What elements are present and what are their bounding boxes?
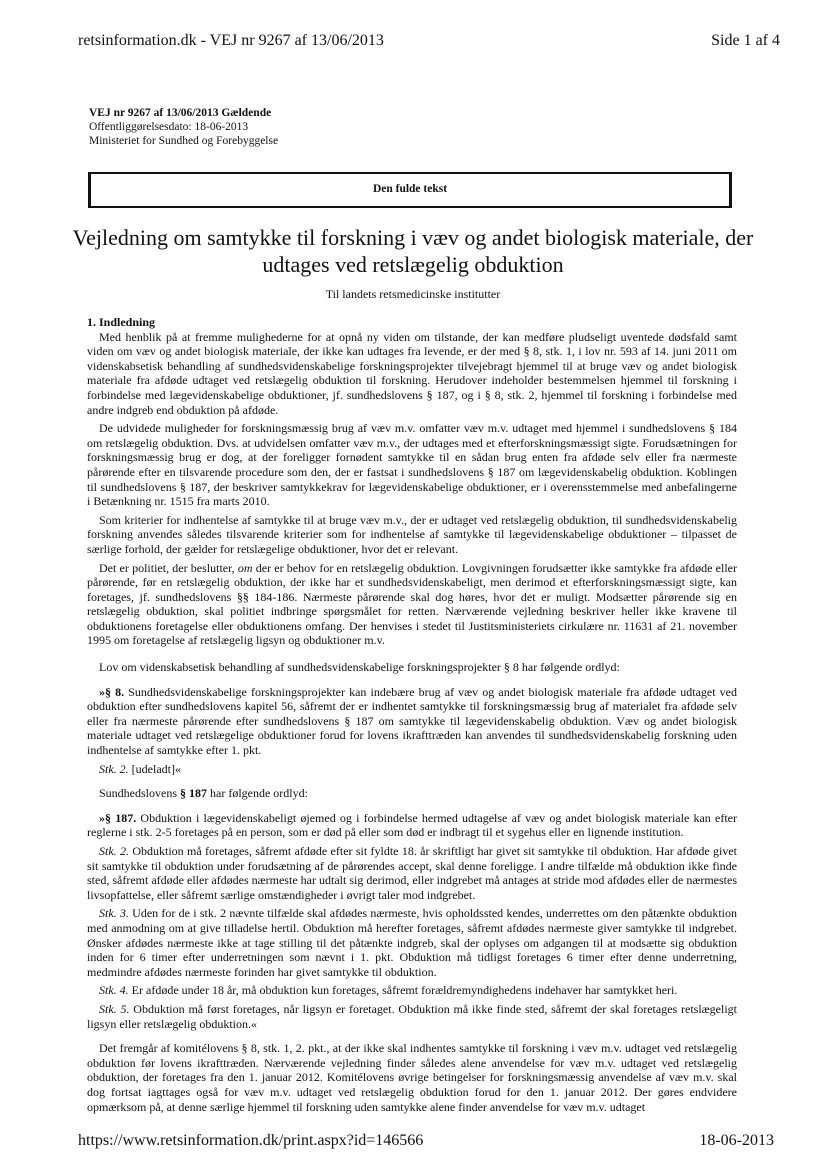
stk-label: Stk. 5. bbox=[99, 1001, 130, 1016]
text-run: Obduktion må foretages, såfremt afdøde efter sit fyldte 18. år skriftligt har givet sit samtykke til obduktion. Har afdøde givet sit samtykke til obduktion under forudsætning af de pårørendes accept, skal denne foreligge. I andre tilfælde må obduktion ikke finde sted, såfremt afdøde eller afdødes nærmeste har udtalt sig derimod, eller indgrebet må antages at stride mod afdødes eller de nærmestes livsopfattelse, eller såfremt særlige omstændigheder i øvrigt taler mod indgrebet. bbox=[87, 844, 737, 902]
law-paragraph bbox=[87, 844, 737, 902]
document-id: VEJ nr 9267 af 13/06/2013 Gældende bbox=[89, 107, 272, 119]
law-paragraph bbox=[87, 762, 737, 777]
text-run: Uden for de i stk. 2 nævnte tilfælde skal afdødes nærmeste, hvis opholdssted kendes, underrettes om den påtænkte obduktion med anmodning om at give tilladelse hertil. Obduktion må herefter foretages, såfremt afdødes nærmeste giver samtykke til indgrebet. Ønsker afdødes nærmeste ikke at tage stilling til det påtænkte indgreb, skal der oplyses om adgangen til at modsætte sig obduktion inden for 6 timer efter underretningen som nævnt i 1. pkt. Obduktion må tidligst foretages 6 timer efter denne underretning, medmindre afdødes nærmeste forinden har givet samtykke til obduktion. bbox=[87, 906, 737, 979]
law-paragraph bbox=[87, 811, 737, 840]
text-run: [udeladt]« bbox=[128, 761, 181, 776]
section-mark: »§ 187. bbox=[99, 810, 137, 825]
document-body bbox=[87, 315, 737, 1118]
paragraph bbox=[87, 561, 737, 649]
publication-date: Offentliggørelsesdato: 18-06-2013 bbox=[89, 121, 249, 133]
document-meta bbox=[89, 106, 278, 148]
paragraph: Med henblik på at fremme mulighederne for at opnå ny viden om tilstande, der kan medføre pludseligt uventede dødsfald samt viden om væv og andet biologisk materiale, der ikke kan udtages fra levende, er der med § 8, stk. 1, i lov nr. 593 af 14. juni 2011 om videnskabsetisk behandling af sundhedsvidenskabelige forskningsprojekter tilvejebragt hjemmel til at bruge væv og andet biologisk materiale fra afdøde udtaget ved retslægelig obduktion til forskning. Herudover indeholder bestemmelsen hjemmel til forskning i forbindelse med lægevidenskabelige obduktioner, jf. sundhedslovens § 187, og i § 8, stk. 2, hjemmel til forskning i forbindelse med andre indgreb end obduktion på afdøde. bbox=[87, 329, 737, 417]
text-run: har følgende ordlyd: bbox=[207, 786, 308, 801]
footer-date: 18-06-2013 bbox=[699, 1132, 774, 1149]
text-run: Det er politiet, der beslutter, bbox=[99, 560, 238, 575]
page-footer bbox=[78, 1132, 774, 1150]
law-paragraph bbox=[87, 983, 737, 998]
text-run: der er behov for en retslægelig obduktion. Lovgivningen forudsætter ikke samtykke fra afdøde eller pårørende, før en retslægelig obduktion, der ikke har et sundhedsvidenskabeligt, men derimod et efterforskningsmæssigt sigte, kan foretages, jf. sundhedslovens §§ 184-186. Nærmeste pårørende skal dog høres, hvor det er muligt. Modsætter pårørende sig en retslægelig obduktion, skal politiet indbringe spørgsmålet for retten. Nærværende vejledning beskriver heller ikke kravene til obduktionens foretagelse eller obduktionens omfang. Der henvises i stedet til Justitsministeriets cirkulære nr. 11631 af 21. november 1995 om foretagelse af retslægelig ligsyn og obduktioner m.v. bbox=[87, 560, 737, 648]
law-intro: Lov om videnskabsetisk behandling af sundhedsvidenskabelige forskningsprojekter § 8 har følgende ordlyd: bbox=[99, 660, 620, 675]
paragraph: Som kriterier for indhentelse af samtykke til at bruge væv m.v., der er udtaget ved retslægelig obduktion, til sundhedsvidenskabelig forskning anvendes således tilsvarende kriterier som for indhentelse af samtykke til lægevidenskabelige obduktioner – tilpasset de særlige forhold, der gælder for retslægelige obduktioner, hvor det er relevant. bbox=[87, 512, 737, 556]
stk-label: Stk. 2. bbox=[99, 844, 129, 858]
paragraph: De udvidede muligheder for forskningsmæssig brug af væv m.v. omfatter væv m.v. udtaget med hjemmel i sundhedslovens § 184 om retslægelig obduktion. Dvs. at udvidelsen omfatter væv m.v., der udtages med et efterforskningsmæssigt sigte. Forudsætningen for forskningsmæssig brug er dog, at der foreligger fornødent samtykke til en sådan brug enten fra afdøde selv eller fra nærmeste pårørende efter en tilsvarende procedure som den, der er fastsat i sundhedslovens § 187 om lægevidenskabelig obduktion. Koblingen til sundhedslovens § 187, der beskriver samtykkekrav for lægevidenskabelige obduktioner, er i overensstemmelse med anbefalingerne i Betænkning nr. 1515 fra marts 2010. bbox=[87, 421, 737, 509]
page-number: Side 1 af 4 bbox=[711, 32, 780, 49]
full-text-box: Den fulde tekst bbox=[88, 172, 732, 208]
stk-label: Stk. 2. bbox=[99, 761, 129, 776]
paragraph: Det fremgår af komitélovens § 8, stk. 1, 2. pkt., at der ikke skal indhentes samtykke til forskning i væv m.v. udtaget ved retslægelig obduktion før lovens ikrafttræden. Nærværende vejledning finder således alene anvendelse for væv m.v. udtaget ved retslægelig obduktion, der foretages fra den 1. januar 2012. Komitélovens øvrige betingelser for forskningsmæssig anvendelse af væv m.v. skal dog fortsat iagttages også for væv m.v. udtaget ved retslægelig obduktion forud for den 1. januar 2012. Der gøres endvidere opmærksom på, at denne særlige hjemmel til forskning uden samtykke alene finder anvendelse for væv m.v. udtaget bbox=[87, 1041, 737, 1114]
footer-url: https://www.retsinformation.dk/print.aspx?id=146566 bbox=[78, 1132, 424, 1149]
header-source: retsinformation.dk - VEJ nr 9267 af 13/06/2013 bbox=[78, 32, 384, 49]
ministry: Ministeriet for Sundhed og Forebyggelse bbox=[89, 135, 279, 147]
text-run: Obduktion i lægevidenskabeligt øjemed og i forbindelse hermed udtagelse af væv og andet biologisk materiale kan efter reglerne i stk. 2-5 foretages på en person, som er død på eller som død er indbragt til et sygehus eller en lignende institution. bbox=[87, 810, 737, 840]
text-run: Sundhedsvidenskabelige forskningsprojekter kan indebære brug af væv og andet biologisk materiale fra afdøde udtaget ved obduktion efter sundhedslovens kapitel 56, såfremt der er indhentet samtykke til forskningsmæssig brug af materialet fra afdøde selv eller fra nærmeste pårørende efter sundhedslovens § 187 om samtykke til lægevidenskabelig obduktion. Væv og andet biologisk materiale udtaget ved retslægelige obduktioner forud for lovens ikrafttræden kan anvendes til sundhedsvidenskabelig forskning uden indhentelse af samtykke efter 1. pkt. bbox=[87, 684, 738, 758]
law-intro bbox=[87, 786, 737, 801]
law-paragraph bbox=[87, 685, 737, 758]
law-paragraph bbox=[87, 906, 737, 979]
text-run: Er afdøde under 18 år, må obduktion kun foretages, såfremt forældremyndighedens indehaver har samtykket heri. bbox=[128, 983, 678, 998]
section-mark: § 187 bbox=[180, 786, 207, 801]
section-mark: »§ 8. bbox=[99, 684, 125, 699]
stk-label: Stk. 4. bbox=[99, 983, 129, 998]
text-run: Sundhedslovens bbox=[99, 786, 180, 801]
emphasis: om bbox=[237, 560, 253, 575]
section-heading: 1. Indledning bbox=[87, 315, 156, 329]
document-title: Vejledning om samtykke til forskning i væv og andet biologisk materiale, der udtages ved retslægelig obduktion bbox=[72, 225, 754, 277]
law-paragraph bbox=[87, 1002, 737, 1031]
document-subtitle: Til landets retsmedicinske institutter bbox=[325, 287, 501, 301]
text-run: Obduktion må først foretages, når ligsyn er foretaget. Obduktion må ikke finde sted, såfremt der skal foretages retslægeligt ligsyn eller retslægelig obduktion.« bbox=[87, 1001, 737, 1031]
stk-label: Stk. 3. bbox=[99, 906, 129, 921]
page-header bbox=[78, 32, 780, 50]
